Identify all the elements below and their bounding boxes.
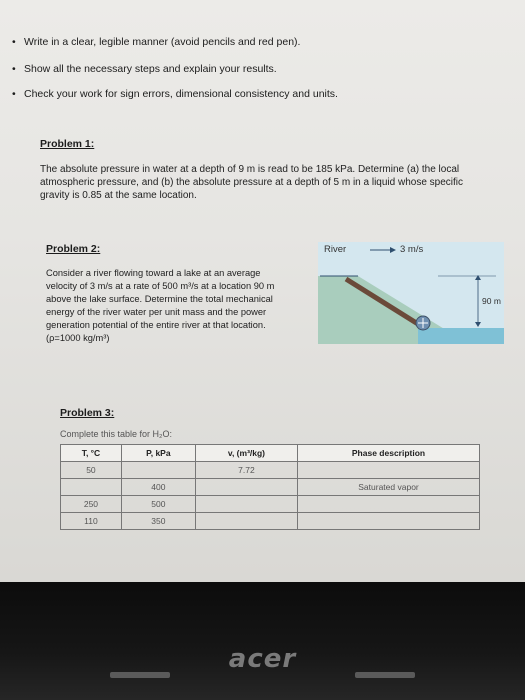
bullet-icon: • (12, 88, 16, 100)
problem-1-text: The absolute pressure in water at a depth of 9 m is read to be 185 kPa. Determine (a) the local atmospheric pressure, and (b) the absolute pressure at a depth of 5 m in a liquid whose specific gravity is 0.85 at the same location. (40, 164, 464, 201)
table-cell (61, 479, 122, 496)
river-label: River (324, 244, 347, 255)
table-row (61, 479, 480, 496)
table-cell (298, 513, 480, 530)
table-header-row (61, 445, 480, 462)
bullet-icon: • (12, 36, 16, 48)
table-cell: 500 (121, 496, 195, 513)
h2o-properties-table (60, 444, 480, 530)
table-cell: 50 (61, 462, 122, 479)
river-dam-diagram (318, 242, 504, 344)
table-cell (195, 479, 297, 496)
problem-2-title: Problem 2: (46, 243, 101, 255)
problem-2-text: Consider a river flowing toward a lake at an average velocity of 3 m/s at a rate of 500 m³/s at a location 90 m above the lake surface. Determine the total mechanical energy of the river water per unit mass and the power generation potential of the entire river at that location. (ρ=1000 kg/m³) (46, 268, 275, 343)
velocity-label: 3 m/s (400, 244, 424, 255)
table-cell (121, 462, 195, 479)
problem-3-title: Problem 3: (60, 407, 115, 419)
table-row (61, 513, 480, 530)
table-cell: 7.72 (195, 462, 297, 479)
table-cell (298, 496, 480, 513)
table-row (61, 462, 480, 479)
table-cell (195, 513, 297, 530)
header-pressure: P, kPa (121, 445, 195, 462)
table-cell: 400 (121, 479, 195, 496)
instruction-bullet-2: • Show all the necessary steps and explain your results. (12, 63, 277, 75)
header-specific-volume: v, (m³/kg) (195, 445, 297, 462)
table-cell (195, 496, 297, 513)
instruction-bullet-1: • Write in a clear, legible manner (avoid pencils and red pen). (12, 36, 301, 48)
header-temperature: T, °C (61, 445, 122, 462)
problem-3-instruction: Complete this table for H₂O: (60, 429, 173, 439)
table-cell: 110 (61, 513, 122, 530)
header-phase: Phase description (298, 445, 480, 462)
problem-1-title: Problem 1: (40, 138, 95, 150)
height-label: 90 m (482, 296, 501, 306)
table-cell: 350 (121, 513, 195, 530)
table-row (61, 496, 480, 513)
table-cell: Saturated vapor (298, 479, 480, 496)
table-cell (298, 462, 480, 479)
bullet-icon: • (12, 63, 16, 75)
instruction-bullet-3: • Check your work for sign errors, dimensional consistency and units. (12, 88, 338, 100)
acer-logo: acer (228, 644, 297, 674)
river-dam-figure (318, 242, 504, 344)
laptop-bezel (0, 582, 525, 700)
table-cell: 250 (61, 496, 122, 513)
